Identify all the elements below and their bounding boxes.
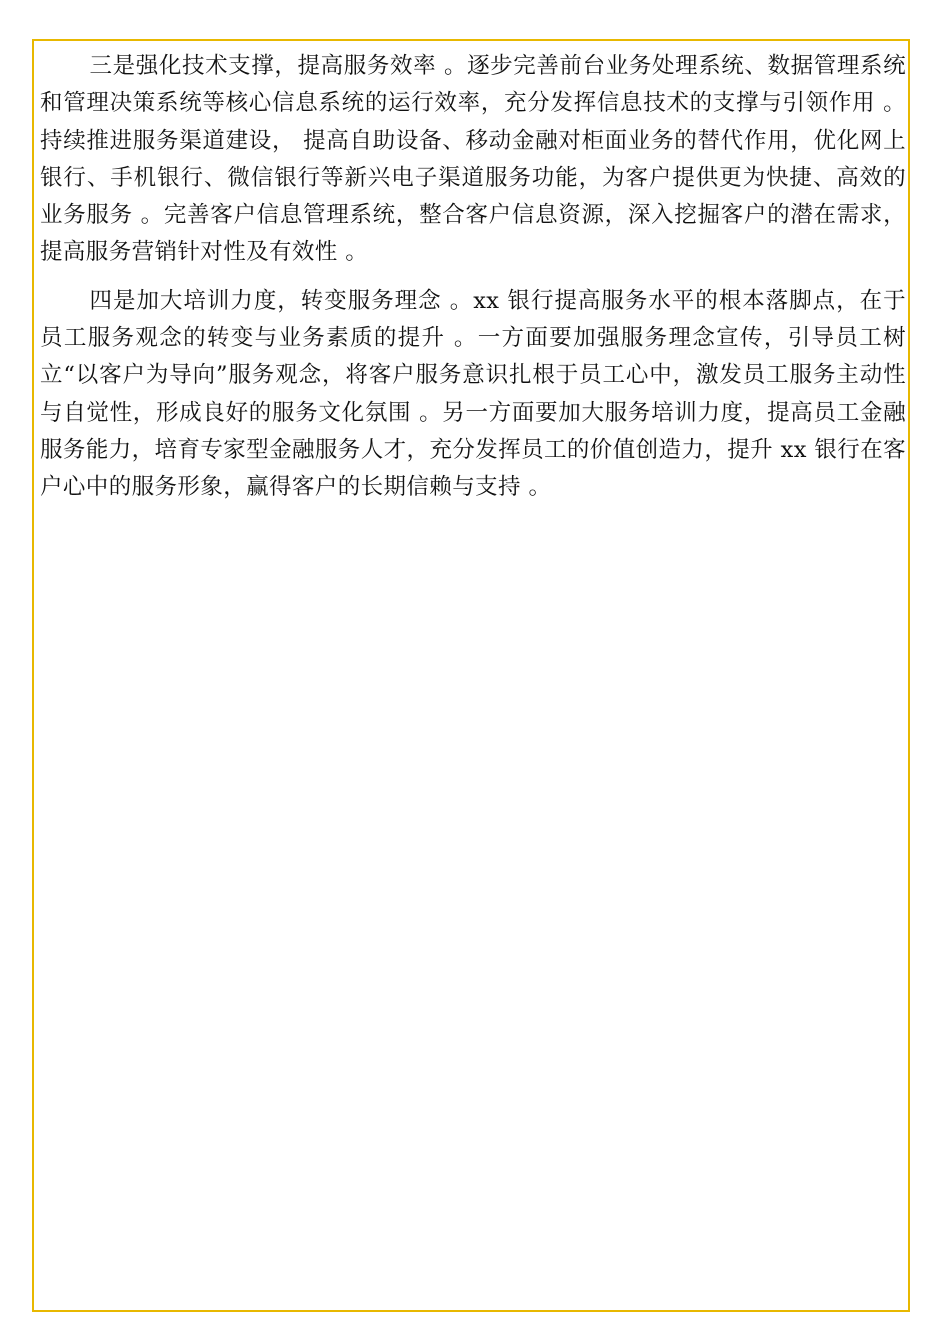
paragraph-technology-support: 三是强化技术支撑，提高服务效率 。逐步完善前台业务处理系统、数据管理系统和管理决策系统等核心信息系统的运行效率，充分发挥信息技术的支撑与引领作用 。持续推进服务渠道建设， 提高自助设备、移动金融对柜面业务的替代作用，优化网上银行、手机银行、微信银行等新兴电子渠道服务功能，为客户提供更为快捷、高效的业务服务 。完善客户信息管理系统，整合客户信息资源，深入挖掘客户的潜在需求，提高服务营销针对性及有效性 。	[40, 53, 906, 266]
document-body	[40, 48, 906, 507]
paragraph-training: 四是加大培训力度，转变服务理念 。xx 银行提高服务水平的根本落脚点，在于员工服务观念的转变与业务素质的提升 。一方面要加强服务理念宣传，引导员工树立“以客户为导向”服务观念，将客户服务意识扎根于员工心中，激发员工服务主动性与自觉性，形成良好的服务文化氛围 。另一方面要加大服务培训力度，提高员工金融服务能力，培育专家型金融服务人才，充分发挥员工的价值创造力，提升 xx 银行在客户心中的服务形象，赢得客户的长期信赖与支持 。	[40, 287, 906, 501]
